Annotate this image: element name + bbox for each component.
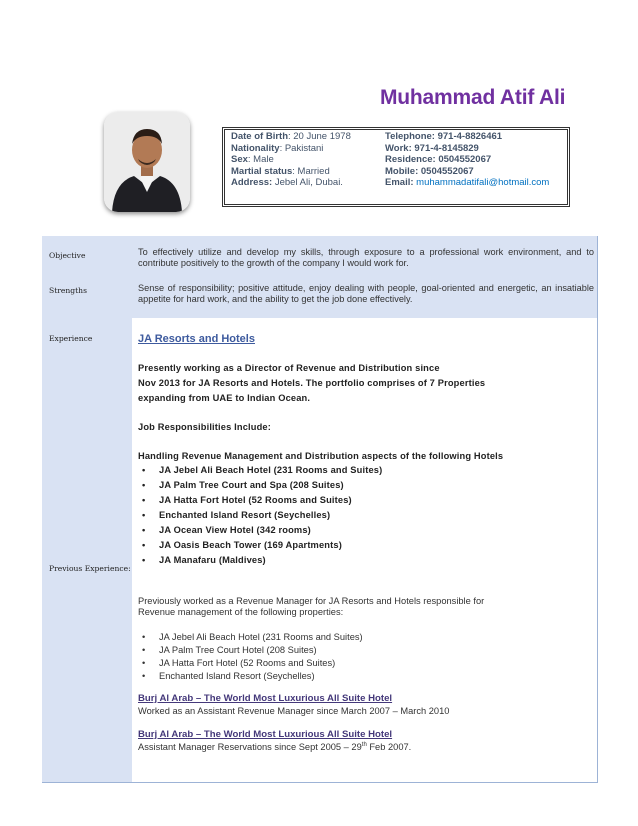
bullet-icon: •	[142, 510, 146, 520]
contact-info-box	[222, 127, 570, 207]
contact-numbers	[385, 131, 549, 189]
previous-experience-label: Previous Experience:	[49, 564, 131, 573]
sex-line: Sex: Male	[231, 154, 274, 165]
bullet-icon: •	[142, 540, 146, 550]
dob-line: Date of Birth: 20 June 1978	[231, 131, 351, 142]
burj-al-arab-heading: Burj Al Arab – The World Most Luxurious All Suite Hotel	[138, 693, 393, 704]
profile-photo	[104, 112, 190, 212]
hotel-list-item: • JA Jebel Ali Beach Hotel (231 Rooms and Suites)	[142, 465, 383, 475]
objective-text: To effectively utilize and develop my skills, through exposure to a professional work environment, and to contribute positively to the growth of the company I would work for.	[138, 247, 594, 268]
summary-line-1: Presently working as a Director of Revenue and Distribution since	[138, 363, 440, 373]
hotel-list-item: • JA Palm Tree Court and Spa (208 Suites)	[142, 480, 344, 490]
work-phone-line: Work: 971-4-8145829	[385, 142, 479, 154]
section-labels-column	[42, 236, 132, 782]
bullet-icon: •	[142, 671, 146, 681]
bullet-icon: •	[142, 555, 146, 565]
experience-label: Experience	[49, 334, 93, 343]
residence-phone-line: Residence: 0504552067	[385, 154, 492, 165]
hotel-list-item: • JA Ocean View Hotel (342 rooms)	[142, 525, 311, 535]
previous-intro-line-1: Previously worked as a Revenue Manager for JA Resorts and Hotels responsible for	[138, 596, 485, 606]
bullet-icon: •	[142, 465, 146, 475]
handling-line: Handling Revenue Management and Distribution aspects of the following Hotels	[138, 451, 504, 461]
company-heading: JA Resorts and Hotels	[138, 333, 255, 345]
personal-details	[231, 131, 351, 189]
marital-status-line: Martial status: Married	[231, 165, 330, 177]
bullet-icon: •	[142, 495, 146, 505]
burj-role-line-1: Worked as an Assistant Revenue Manager since March 2007 – March 2010	[138, 706, 450, 716]
hotel-list-item: • JA Oasis Beach Tower (169 Apartments)	[142, 540, 342, 550]
bullet-icon: •	[142, 480, 146, 490]
hotel-list-item: • Enchanted Island Resort (Seychelles)	[142, 510, 331, 520]
summary-line-2: Nov 2013 for JA Resorts and Hotels. The portfolio comprises of 7 Properties	[138, 378, 486, 388]
strengths-label: Strengths	[49, 286, 87, 295]
mobile-phone-line: Mobile: 0504552067	[385, 165, 474, 177]
candidate-name: Muhammad Atif Ali	[380, 86, 566, 109]
property-list-item: • JA Hatta Fort Hotel (52 Rooms and Suites)	[142, 658, 336, 668]
hotel-list-item: • JA Manafaru (Maldives)	[142, 555, 266, 565]
email-link[interactable]: muhammadatifali@hotmail.com	[413, 177, 550, 188]
strengths-text: Sense of responsibility; positive attitude, enjoy dealing with people, goal-oriented and energetic, an insatiable appetite for hard work, and the ability to get the job done effectively.	[138, 283, 594, 304]
address-line: Address: Jebel Ali, Dubai.	[231, 177, 343, 188]
person-portrait-icon	[104, 112, 190, 212]
objective-label: Objective	[49, 251, 86, 260]
nationality-line: Nationality: Pakistani	[231, 142, 324, 154]
section-divider	[132, 318, 597, 320]
email-line: Email: muhammadatifali@hotmail.com	[385, 177, 550, 188]
burj-al-arab-heading: Burj Al Arab – The World Most Luxurious All Suite Hotel	[138, 729, 393, 740]
property-list-item: • JA Jebel Ali Beach Hotel (231 Rooms and Suites)	[142, 632, 363, 642]
bullet-icon: •	[142, 645, 146, 655]
hotel-list-item: • JA Hatta Fort Hotel (52 Rooms and Suites)	[142, 495, 352, 505]
resume-body	[42, 236, 598, 783]
responsibilities-title: Job Responsibilities Include:	[138, 422, 271, 432]
property-list-item: • JA Palm Tree Court Hotel (208 Suites)	[142, 645, 317, 655]
summary-line-3: expanding from UAE to Indian Ocean.	[138, 393, 311, 403]
telephone-line: Telephone: 971-4-8826461	[385, 131, 503, 142]
bullet-icon: •	[142, 632, 146, 642]
property-list-item: • Enchanted Island Resort (Seychelles)	[142, 671, 315, 681]
burj-role-line-2: Assistant Manager Reservations since Sept 2005 – 29th Feb 2007.	[138, 742, 412, 753]
bullet-icon: •	[142, 525, 146, 535]
bullet-icon: •	[142, 658, 146, 668]
previous-intro-line-2: Revenue management of the following properties:	[138, 607, 344, 617]
